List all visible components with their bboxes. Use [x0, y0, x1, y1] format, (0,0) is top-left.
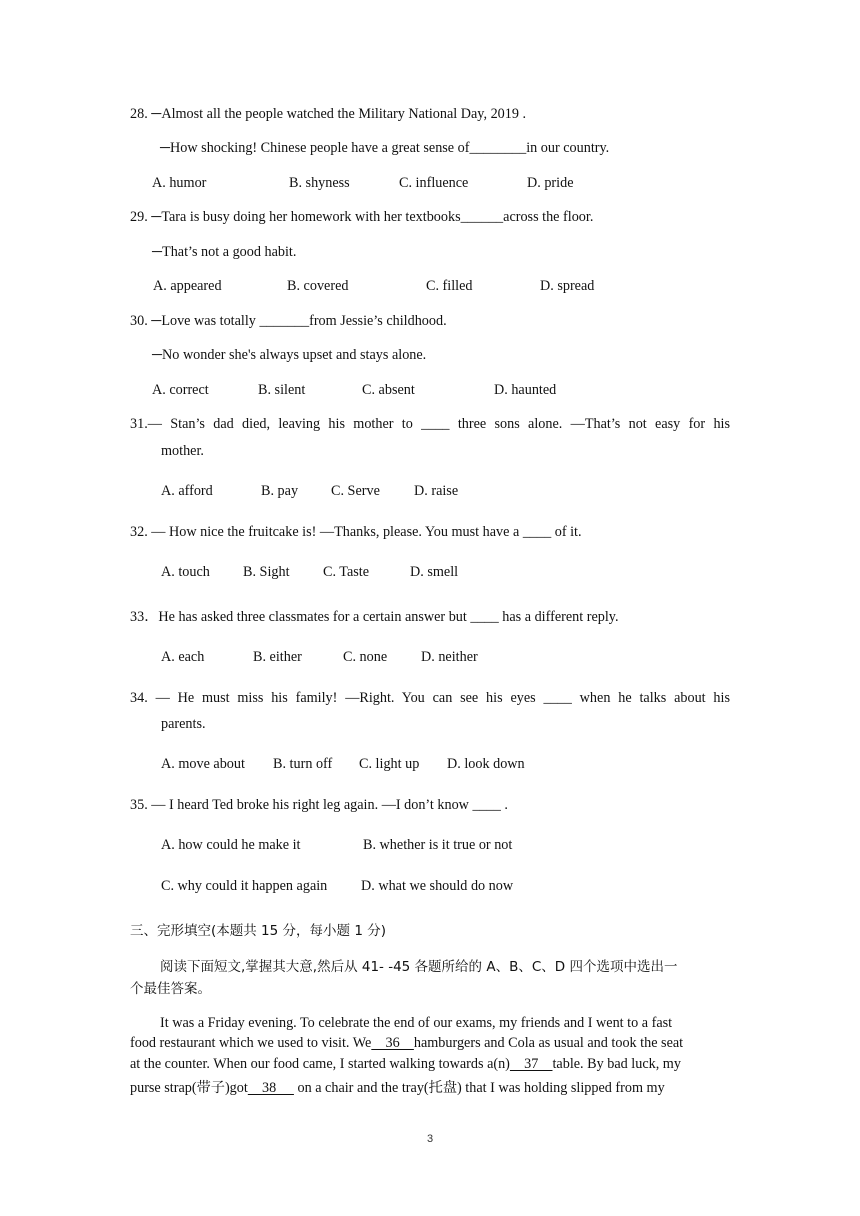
- q33-option-c: C. none: [343, 649, 388, 665]
- q28-option-b: B. shyness: [289, 175, 350, 191]
- section-instructions-continued: 个最佳答案。: [130, 981, 211, 997]
- q29-option-b: B. covered: [287, 278, 349, 294]
- blank-37: 37: [509, 1056, 553, 1072]
- q34-option-b: B. turn off: [273, 756, 333, 772]
- q31-stem: 31.— Stan’s dad died, leaving his mother to ____ three sons alone. —That’s not easy for his: [130, 416, 730, 432]
- passage-line-4: [130, 1077, 665, 1097]
- q30-option-c: C. absent: [362, 382, 415, 398]
- q33-option-b: B. either: [253, 649, 302, 665]
- q33-option-d: D. neither: [421, 649, 478, 665]
- q31-option-c: C. Serve: [331, 483, 380, 499]
- q34-option-d: D. look down: [447, 756, 525, 772]
- page-number: 3: [426, 1133, 434, 1145]
- q30-option-b: B. silent: [258, 382, 306, 398]
- blank-36: 36: [371, 1035, 414, 1051]
- q34-option-c: C. light up: [359, 756, 420, 772]
- q32-option-b: B. Sight: [243, 564, 290, 580]
- q35-option-a: A. how could he make it: [161, 837, 301, 853]
- q29-stem: 29. ─Tara is busy doing her homework with her textbooks______across the floor.: [130, 209, 594, 225]
- q34-stem: 34. — He must miss his family! —Right. You can see his eyes ____ when he talks about his: [130, 690, 730, 706]
- q30-option-a: A. correct: [152, 382, 209, 398]
- q28-response: ─How shocking! Chinese people have a great sense of________in our country.: [160, 140, 610, 156]
- q30-stem: 30. ─Love was totally _______from Jessie’s childhood.: [130, 313, 447, 329]
- q34-option-a: A. move about: [161, 756, 245, 772]
- passage-line-3: [130, 1056, 681, 1073]
- q31-option-d: D. raise: [414, 483, 459, 499]
- q29-option-a: A. appeared: [153, 278, 222, 294]
- passage-text: at the counter. When our food came, I started walking towards a(n): [130, 1056, 510, 1072]
- passage-text: on a chair and the tray(托盘) that I was holding slipped from my: [293, 1080, 665, 1096]
- q29-response: ─That’s not a good habit.: [152, 244, 297, 260]
- q28-option-c: C. influence: [399, 175, 469, 191]
- q28-stem: 28. ─Almost all the people watched the Military National Day, 2019 .: [130, 106, 527, 122]
- q35-option-b: B. whether is it true or not: [363, 837, 513, 853]
- q35-option-c: C. why could it happen again: [161, 878, 328, 894]
- q30-response: ─No wonder she's always upset and stays alone.: [152, 347, 427, 363]
- q29-option-c: C. filled: [426, 278, 473, 294]
- passage-text: table. By bad luck, my: [552, 1056, 681, 1072]
- q32-option-d: D. smell: [410, 564, 459, 580]
- q33-option-a: A. each: [161, 649, 205, 665]
- section-heading: 三、完形填空(本题共 15 分，每小题 1 分): [130, 923, 386, 939]
- passage-text: purse strap(带子)got: [130, 1080, 248, 1096]
- q29-option-d: D. spread: [540, 278, 595, 294]
- q31-option-b: B. pay: [261, 483, 299, 499]
- q31-option-a: A. afford: [161, 483, 213, 499]
- q28-option-a: A. humor: [152, 175, 207, 191]
- q31-stem-continued: mother.: [161, 443, 204, 459]
- q32-option-c: C. Taste: [323, 564, 370, 580]
- blank-38: 38: [247, 1080, 294, 1096]
- q35-stem: 35. — I heard Ted broke his right leg again. —I don’t know ____ .: [130, 797, 508, 813]
- passage-line-2: [130, 1035, 683, 1052]
- passage-text: food restaurant which we used to visit. We: [130, 1035, 372, 1051]
- q32-stem: 32. — How nice the fruitcake is! —Thanks, please. You must have a ____ of it.: [130, 524, 582, 540]
- section-instructions: 阅读下面短文,掌握其大意,然后从 41- -45 各题所给的 A、B、C、D 四个选项中选出一: [160, 959, 678, 975]
- q34-stem-continued: parents.: [161, 716, 206, 732]
- q28-option-d: D. pride: [527, 175, 574, 191]
- passage-line-1: It was a Friday evening. To celebrate the end of our exams, my friends and I went to a fast: [160, 1015, 673, 1031]
- q32-option-a: A. touch: [161, 564, 210, 580]
- passage-text: hamburgers and Cola as usual and took the seat: [413, 1035, 684, 1051]
- q30-option-d: D. haunted: [494, 382, 557, 398]
- q33-stem: 33．He has asked three classmates for a certain answer but ____ has a different reply.: [130, 609, 619, 625]
- q35-option-d: D. what we should do now: [361, 878, 514, 894]
